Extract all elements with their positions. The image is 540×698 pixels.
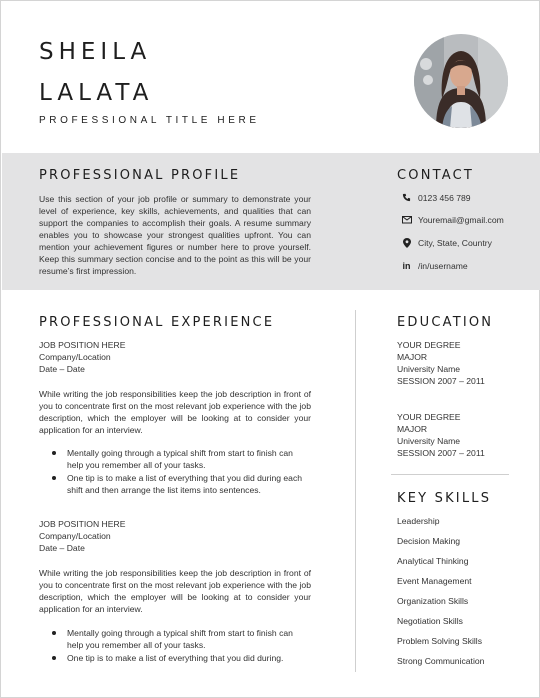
contact-heading: CONTACT (397, 168, 475, 183)
linkedin-icon: in (402, 260, 411, 271)
last-name: LALATA (39, 80, 154, 106)
job-description: While writing the job responsibilities keep the job description in front of you to concentrate first on the most relevant job experience with the job description, which the employer will be looking at to consider your application for an interview. (39, 568, 311, 614)
job-bullet: Mentally going through a typical shift from start to finish can help you remember all of your tasks. (39, 627, 311, 651)
education-entry (397, 411, 485, 459)
job-entry (39, 518, 125, 554)
contact-location (401, 237, 492, 248)
skill-item: Decision Making (397, 536, 461, 546)
contact-linkedin-text: /in/username (418, 260, 468, 271)
education-session: SESSION 2007 – 2011 (397, 376, 485, 386)
skill-item: Event Management (397, 576, 472, 586)
skill-item: Problem Solving Skills (397, 636, 483, 646)
job-bullet: One tip is to make a list of everything that you did during. (39, 652, 311, 664)
skill-item: Organization Skills (397, 596, 469, 606)
job-bullets (39, 447, 311, 497)
contact-phone (401, 192, 471, 203)
education-major: MAJOR (397, 352, 428, 362)
skill-item: Strong Communication (397, 656, 485, 666)
first-name: SHEILA (39, 39, 152, 65)
job-bullets (39, 627, 311, 665)
skills-heading: KEY SKILLS (397, 491, 492, 506)
job-company: Company/Location (39, 352, 111, 362)
contact-email (401, 214, 504, 225)
contact-phone-text: 0123 456 789 (418, 192, 471, 203)
profile-summary: Use this section of your job profile or summary to demonstrate your level of experience, key skills, achievements, and qualities that can support the companies to accomplish their goals. A resume summary enables you to showcase your strongest qualities upfront. You can mention your achievement figures or number here to prove yourself. Keep this summary section concise and to the point as this will be your resume’s first impression. (39, 194, 311, 276)
professional-title: PROFESSIONAL TITLE HERE (39, 115, 260, 126)
experience-heading: PROFESSIONAL EXPERIENCE (39, 315, 275, 330)
education-university: University Name (397, 364, 461, 374)
skill-item: Analytical Thinking (397, 556, 469, 566)
job-entry (39, 339, 125, 375)
phone-icon (401, 192, 412, 203)
skill-item: Negotiation Skills (397, 616, 463, 626)
job-position: JOB POSITION HERE (39, 340, 126, 350)
email-icon (401, 214, 412, 225)
contact-linkedin (401, 260, 468, 271)
job-position: JOB POSITION HERE (39, 519, 126, 529)
column-divider (355, 310, 356, 672)
profile-heading: PROFESSIONAL PROFILE (39, 168, 241, 183)
education-degree: YOUR DEGREE (397, 412, 461, 422)
education-degree: YOUR DEGREE (397, 340, 461, 350)
job-description: While writing the job responsibilities keep the job description in front of you to concentrate first on the most relevant job experience with the job description, which the employer will be looking at to consider your application for an interview. (39, 389, 311, 435)
education-entry (397, 339, 485, 387)
education-session: SESSION 2007 – 2011 (397, 448, 485, 458)
education-skills-divider (391, 474, 509, 475)
profile-photo (414, 34, 508, 128)
job-company: Company/Location (39, 531, 111, 541)
skill-item: Leadership (397, 516, 440, 526)
job-dates: Date – Date (39, 364, 85, 374)
education-major: MAJOR (397, 424, 428, 434)
contact-email-text: Youremail@gmail.com (418, 214, 504, 225)
contact-location-text: City, State, Country (418, 237, 492, 248)
education-heading: EDUCATION (397, 315, 494, 330)
job-bullet: Mentally going through a typical shift from start to finish can help you remember all of your tasks. (39, 447, 311, 471)
education-university: University Name (397, 436, 461, 446)
job-bullet: One tip is to make a list of everything that you did during each shift and then arrange the list items into sentences. (39, 472, 311, 496)
job-dates: Date – Date (39, 543, 85, 553)
location-pin-icon (401, 237, 412, 248)
